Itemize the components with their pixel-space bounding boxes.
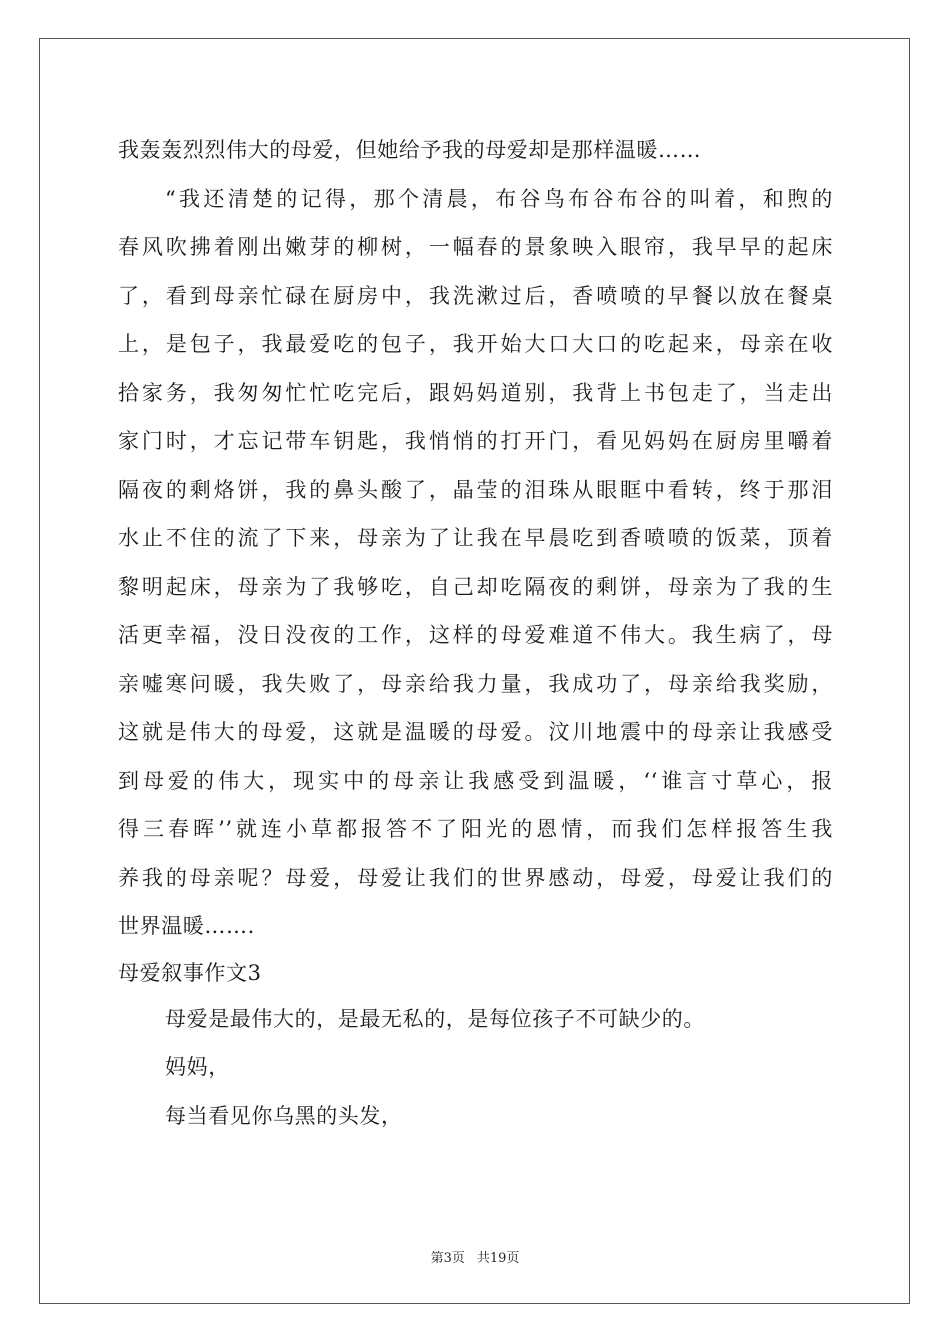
text-line: 每当看见你乌黑的头发， xyxy=(165,1103,403,1128)
document-body xyxy=(118,126,833,1140)
text-line: 这就是伟大的母爱，这就是温暖的母爱。汶川地震中的母亲让我感受 xyxy=(118,720,833,744)
text-line: 世界温暖……. xyxy=(118,914,255,938)
text-line: 母爱是最伟大的，是最无私的，是每位孩子不可缺少的。 xyxy=(165,1006,705,1031)
text-line: 亲嘘寒问暖，我失败了，母亲给我力量，我成功了，母亲给我奖励， xyxy=(118,671,833,696)
section-title: 母爱叙事作文3 xyxy=(118,960,262,985)
text-line: 黎明起床，母亲为了我够吃，自己却吃隔夜的剩饼，母亲为了我的生 xyxy=(118,574,833,599)
text-line: 养我的母亲呢？母爱，母爱让我们的世界感动，母爱，母爱让我们的 xyxy=(118,865,833,890)
text-line: 水止不住的流了下来，母亲为了让我在早晨吃到香喷喷的饭菜，顶着 xyxy=(118,526,833,550)
text-line: 得三春晖’’就连小草都报答不了阳光的恩情，而我们怎样报答生我 xyxy=(118,817,833,841)
page-number: 第3页 xyxy=(430,1251,465,1266)
text-line: 活更幸福，没日没夜的工作，这样的母爱难道不伟大。我生病了，母 xyxy=(118,623,833,647)
text-line: “我还清楚的记得，那个清晨，布谷鸟布谷布谷的叫着，和煦的 xyxy=(165,186,833,211)
text-line: 隔夜的剩烙饼，我的鼻头酸了，晶莹的泪珠从眼眶中看转，终于那泪 xyxy=(118,477,833,502)
text-line: 家门时，才忘记带车钥匙，我悄悄的打开门，看见妈妈在厨房里嚼着 xyxy=(118,429,833,453)
text-line: 了，看到母亲忙碌在厨房中，我洗漱过后，香喷喷的早餐以放在餐桌 xyxy=(118,283,833,308)
text-line: 妈妈， xyxy=(165,1055,230,1079)
text-line: 我轰轰烈烈伟大的母爱，但她给予我的母爱却是那样温暖…… xyxy=(118,138,702,162)
text-line: 春风吹拂着刚出嫩芽的柳树，一幅春的景象映入眼帘，我早早的起床 xyxy=(118,235,833,259)
page-footer xyxy=(0,1247,950,1266)
page-total: 共19页 xyxy=(476,1251,520,1266)
text-line: 上，是包子，我最爱吃的包子，我开始大口大口的吃起来，母亲在收 xyxy=(118,332,833,356)
text-line: 到母爱的伟大，现实中的母亲让我感受到温暖，‘‘谁言寸草心，报 xyxy=(118,768,833,793)
text-line: 拾家务，我匆匆忙忙吃完后，跟妈妈道别，我背上书包走了，当走出 xyxy=(118,380,833,405)
